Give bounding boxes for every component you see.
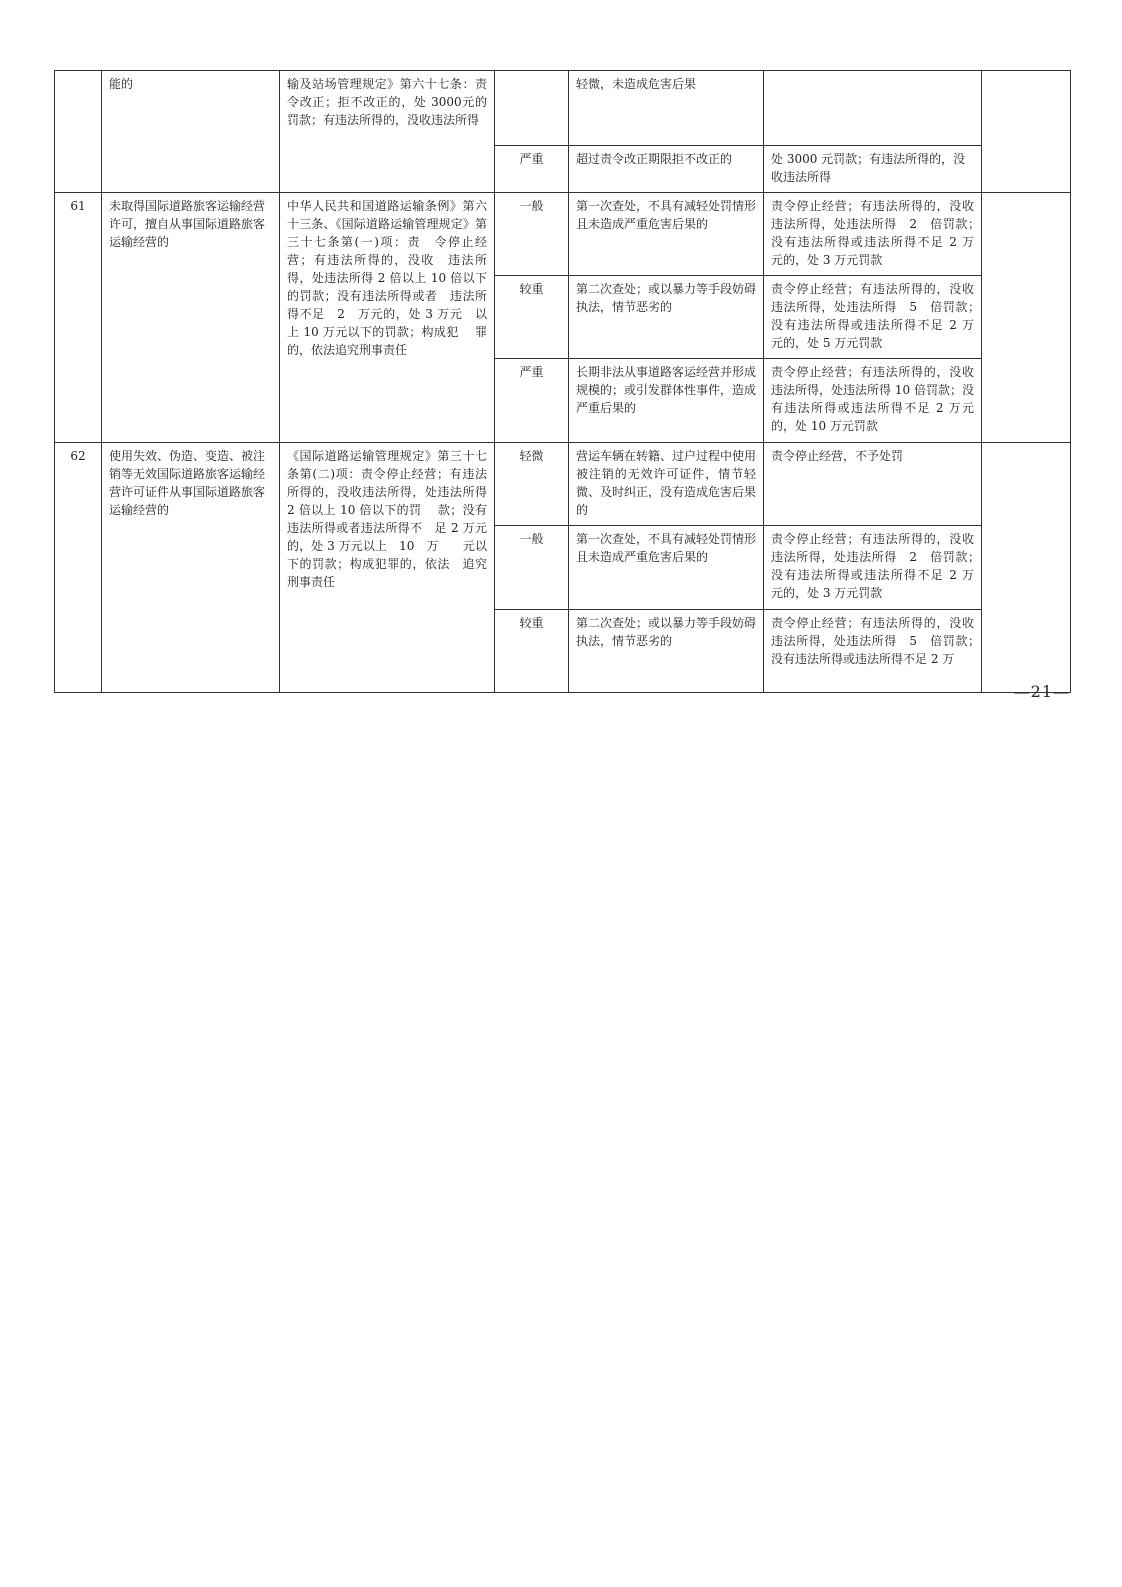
circumstance: 长期非法从事道路客运经营并形成规模的；或引发群体性事件，造成严重后果的 — [569, 359, 764, 443]
table-row — [55, 193, 1071, 276]
circumstance: 超过责令改正期限拒不改正的 — [569, 146, 764, 193]
severity-level: 轻微 — [495, 443, 569, 526]
legal-basis: 中华人民共和国道路运输条例》第六十三条、《国际道路运输管理规定》第三十七条第(一)项：责 令停止经营；有违法所得的，没收 违法所得，处违法所得 2 倍以上 10 倍以下的罚款；没有违法所得或者 违法所得不足 2 万元的，处 3 万元 以上 10 万元以下的罚款；构成犯 罪的，依法追究刑事责任 — [280, 193, 495, 443]
penalty-standard: 责令停止经营；有违法所得的，没收违法所得，处违法所得 10 倍罚款；没有违法所得或违法所得不足 2 万元的，处 10 万元罚款 — [764, 359, 982, 443]
circumstance: 轻微，未造成危害后果 — [569, 71, 764, 146]
legal-basis: 输及站场管理规定》第六十七条：责令改正；拒不改正的，处 3000元的罚款；有违法所得的，没收违法所得 — [280, 71, 495, 193]
penalty-standard: 责令停止经营；有违法所得的，没收违法所得，处违法所得 2 倍罚款； 没有违法所得或违法所得不足 2 万 元的，处 3 万元罚款 — [764, 526, 982, 610]
circumstance: 第二次查处；或以暴力等手段妨碍执法，情节恶劣的 — [569, 610, 764, 693]
penalty-standard: 责令停止经营，不予处罚 — [764, 443, 982, 526]
severity-level: 一般 — [495, 193, 569, 276]
row-number-cell — [55, 71, 102, 193]
row-number: 62 — [55, 443, 102, 693]
circumstance: 第二次查处；或以暴力等手段妨碍执法，情节恶劣的 — [569, 276, 764, 359]
remark-cell — [982, 71, 1071, 193]
severity-level: 严重 — [495, 146, 569, 193]
severity-level: 较重 — [495, 610, 569, 693]
violation-description: 能的 — [102, 71, 280, 193]
legal-basis: 《国际道路运输管理规定》第三十七条第(二)项：责令停止经营；有违法所得的，没收违法所得，处违法所得 2 倍以上 10 倍以下的罚 款；没有违法所得或者违法所得不 足 2 万元的，处 3 万元以上 10 万 元以下的罚款；构成犯罪的，依法 追究刑事责任 — [280, 443, 495, 693]
penalty-standard: 责令停止经营；有违法所得的，没收违法所得，处违法所得 5 倍罚款； 没有违法所得或违法所得不足 2 万 元的，处 5 万元罚款 — [764, 276, 982, 359]
penalty-standard — [764, 71, 982, 146]
row-number: 61 — [55, 193, 102, 443]
violation-description: 使用失效、伪造、变造、被注 销等无效国际道路旅客运输经营许可证件从事国际道路旅客运输经营的 — [102, 443, 280, 693]
severity-level: 较重 — [495, 276, 569, 359]
circumstance: 第一次查处，不具有减轻处罚情形且未造成严重危害后果的 — [569, 193, 764, 276]
penalty-standard: 责令停止经营；有违法所得的，没收违法所得，处违法所得 5 倍罚款； 没有违法所得或违法所得不足 2 万 — [764, 610, 982, 693]
severity-level: 严重 — [495, 359, 569, 443]
penalty-standard: 责令停止经营；有违法所得的，没收违法所得，处违法所得 2 倍罚款； 没有违法所得或违法所得不足 2 万 元的，处 3 万元罚款 — [764, 193, 982, 276]
severity-level — [495, 71, 569, 146]
circumstance: 营运车辆在转籍、过户过程中使用被注销的无效许可证件，情节轻微、及时纠正，没有造成危害后果的 — [569, 443, 764, 526]
circumstance: 第一次查处，不具有减轻处罚情形且未造成严重危害后果的 — [569, 526, 764, 610]
severity-level: 一般 — [495, 526, 569, 610]
page-number: —21— — [1013, 682, 1070, 701]
table-row — [55, 443, 1071, 526]
violation-description: 未取得国际道路旅客运输经营许可，擅自从事国际道路旅客运输经营的 — [102, 193, 280, 443]
penalty-standard: 处 3000 元罚款；有违法所得的，没 收违法所得 — [764, 146, 982, 193]
table-row — [55, 71, 1071, 146]
penalty-table — [54, 70, 1071, 693]
